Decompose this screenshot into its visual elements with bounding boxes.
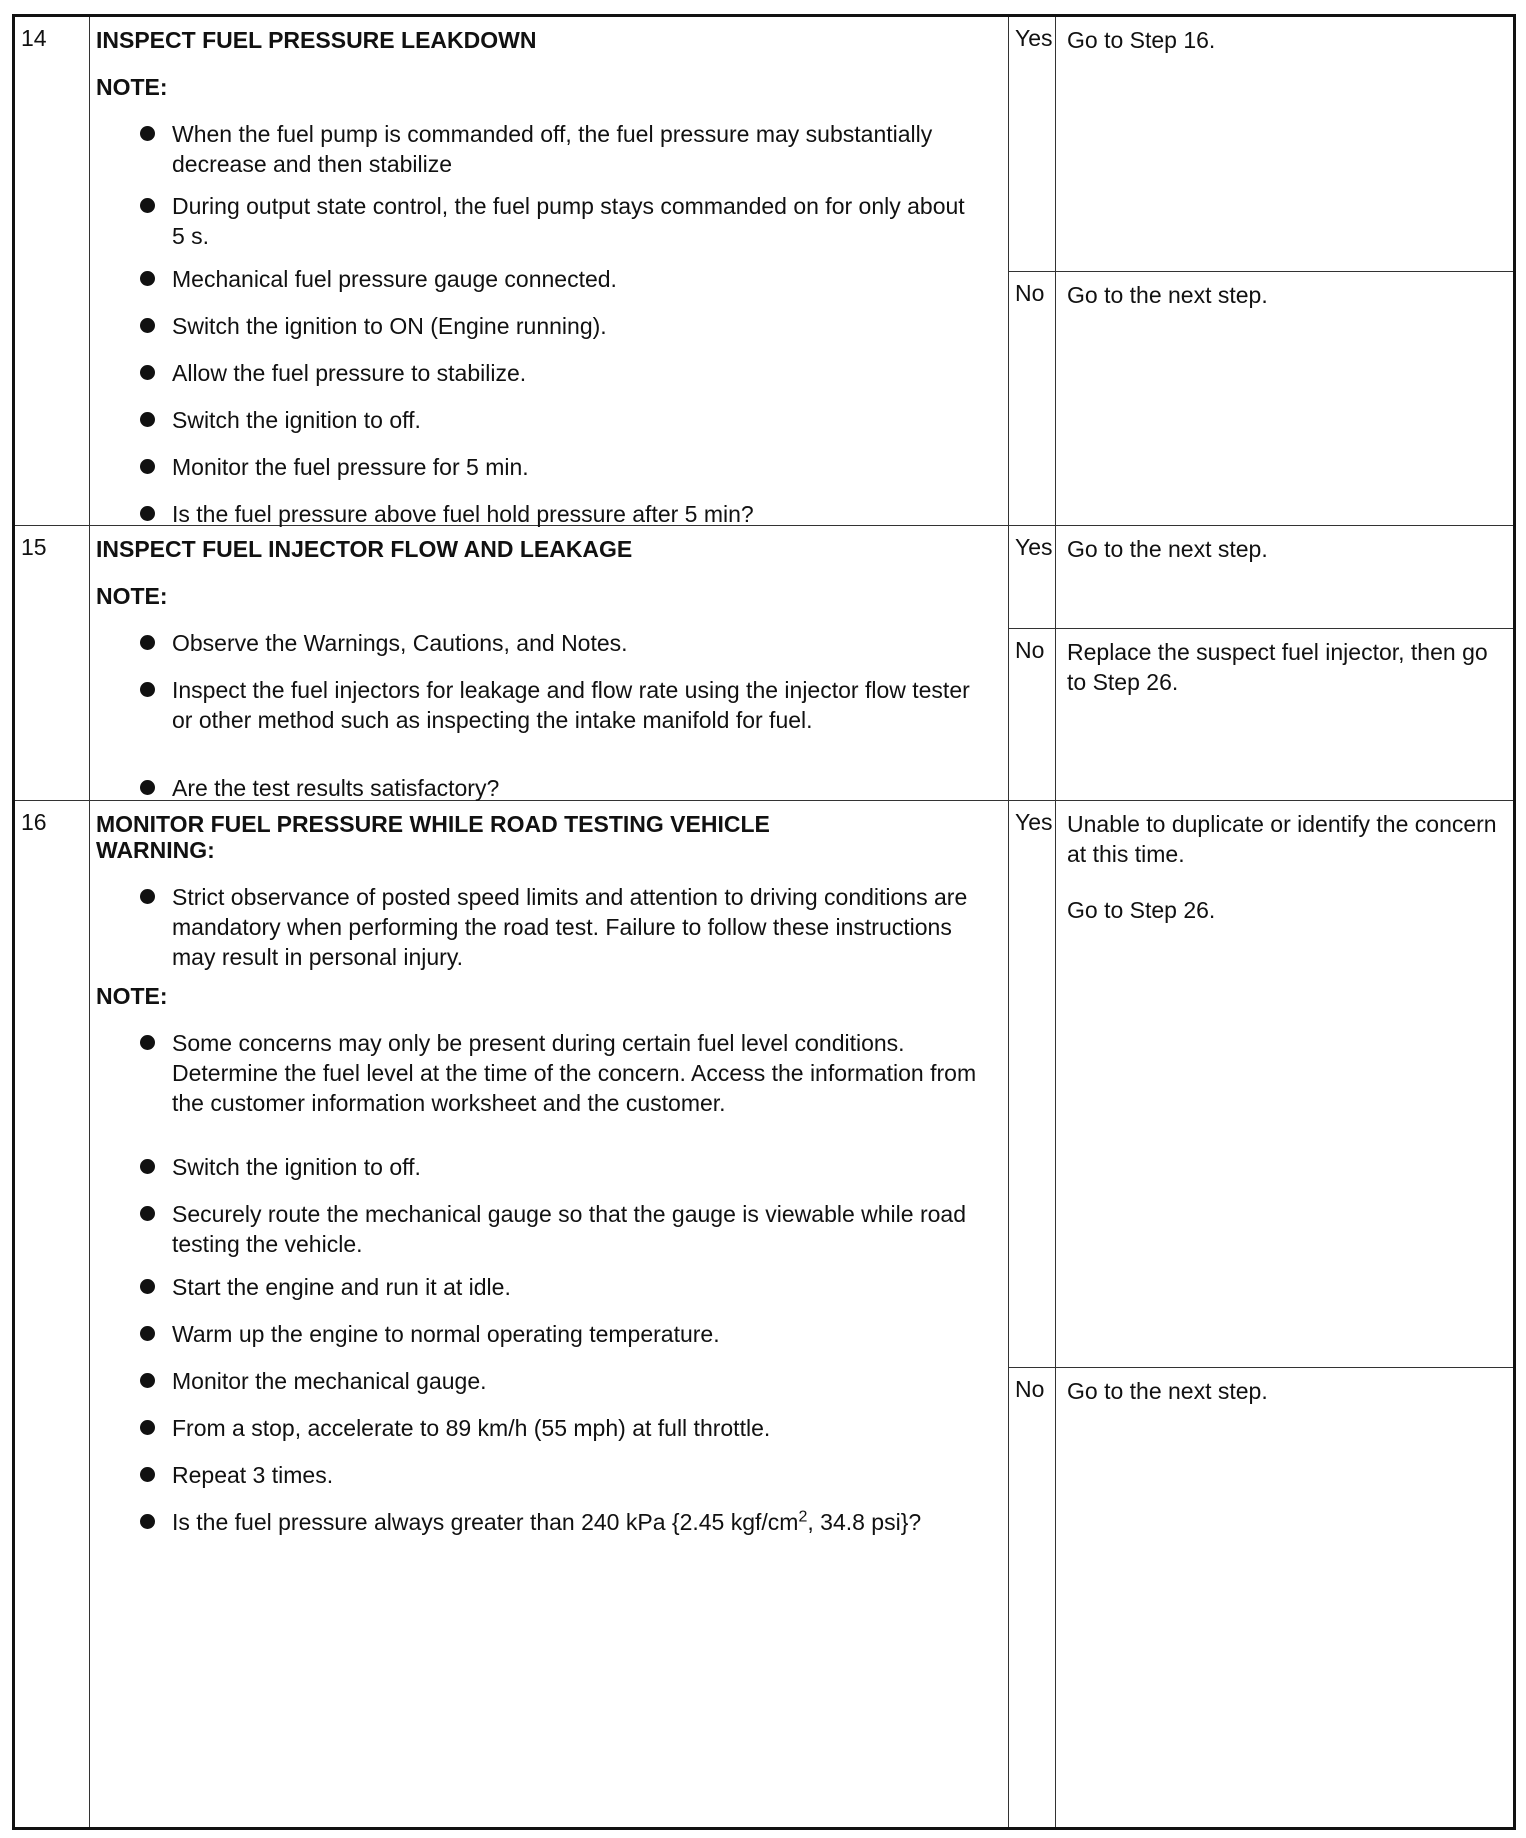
no-answer bbox=[1009, 271, 1513, 525]
step-title: INSPECT FUEL PRESSURE LEAKDOWN bbox=[96, 27, 537, 53]
list-item: From a stop, accelerate to 89 km/h (55 mph) at full throttle. bbox=[172, 1413, 978, 1443]
no-answer bbox=[1009, 628, 1513, 800]
list-item: Mechanical fuel pressure gauge connected. bbox=[172, 264, 978, 294]
note-label: NOTE: bbox=[96, 983, 168, 1009]
list-item: Monitor the mechanical gauge. bbox=[172, 1366, 978, 1396]
step-number: 16 bbox=[21, 809, 47, 835]
list-item: Switch the ignition to off. bbox=[172, 405, 978, 435]
yes-label: Yes bbox=[1015, 534, 1053, 560]
warning-label: WARNING: bbox=[96, 837, 215, 863]
step-body bbox=[90, 17, 1008, 525]
list-item: Switch the ignition to ON (Engine running). bbox=[172, 311, 978, 341]
list-item: Are the test results satisfactory? bbox=[172, 773, 978, 803]
yes-action-line: Go to Step 26. bbox=[1067, 897, 1216, 923]
no-label: No bbox=[1015, 637, 1045, 663]
no-answer bbox=[1009, 1367, 1513, 1827]
list-item: Strict observance of posted speed limits and attention to driving conditions are mandatory when performing the road test. Failure to follow these instructions may result in personal injury. bbox=[172, 882, 978, 972]
answer-cell bbox=[1009, 526, 1513, 800]
no-action: Go to the next step. bbox=[1067, 282, 1268, 308]
yes-action bbox=[1067, 809, 1503, 951]
step-number: 14 bbox=[21, 25, 47, 51]
list-item: Start the engine and run it at idle. bbox=[172, 1272, 978, 1302]
answer-cell bbox=[1009, 17, 1513, 525]
list-item: Observe the Warnings, Cautions, and Notes. bbox=[172, 628, 978, 658]
list-item: Repeat 3 times. bbox=[172, 1460, 978, 1490]
list-item: Switch the ignition to off. bbox=[172, 1152, 978, 1182]
list-item: Securely route the mechanical gauge so that the gauge is viewable while road testing the vehicle. bbox=[172, 1199, 978, 1259]
no-action: Replace the suspect fuel injector, then go to Step 26. bbox=[1067, 639, 1488, 695]
list-item: Some concerns may only be present during certain fuel level conditions. Determine the fuel level at the time of the concern. Access the information from the customer information worksheet and the customer. bbox=[172, 1028, 978, 1118]
step-title: MONITOR FUEL PRESSURE WHILE ROAD TESTING VEHICLE bbox=[96, 811, 770, 837]
diagnostic-table bbox=[12, 14, 1516, 1830]
list-item: Allow the fuel pressure to stabilize. bbox=[172, 358, 978, 388]
yes-action: Go to the next step. bbox=[1067, 536, 1268, 562]
note-label: NOTE: bbox=[96, 583, 168, 609]
step-row-14 bbox=[15, 17, 1513, 526]
list-item: During output state control, the fuel pump stays commanded on for only about 5 s. bbox=[172, 191, 978, 251]
yes-answer bbox=[1009, 801, 1513, 1367]
no-label: No bbox=[1015, 1376, 1045, 1402]
step-row-16 bbox=[15, 801, 1513, 1827]
list-item: When the fuel pump is commanded off, the fuel pressure may substantially decrease and then stabilize bbox=[172, 119, 978, 179]
step-number-cell bbox=[15, 801, 89, 1827]
step-number: 15 bbox=[21, 534, 47, 560]
list-item: Warm up the engine to normal operating temperature. bbox=[172, 1319, 978, 1349]
no-action: Go to the next step. bbox=[1067, 1378, 1268, 1404]
note-label: NOTE: bbox=[96, 74, 168, 100]
list-item: Is the fuel pressure always greater than 240 kPa {2.45 kgf/$cm^2$, 34.8 psi}? bbox=[172, 1507, 978, 1537]
yes-answer bbox=[1009, 17, 1513, 271]
step-row-15 bbox=[15, 526, 1513, 801]
step-title: INSPECT FUEL INJECTOR FLOW AND LEAKAGE bbox=[96, 536, 633, 562]
list-item: Monitor the fuel pressure for 5 min. bbox=[172, 452, 978, 482]
step-body bbox=[90, 801, 1008, 1827]
yes-action: Go to Step 16. bbox=[1067, 27, 1216, 53]
list-item: Inspect the fuel injectors for leakage and flow rate using the injector flow tester or other method such as inspecting the intake manifold for fuel. bbox=[172, 675, 978, 735]
step-number-cell bbox=[15, 526, 89, 800]
yes-label: Yes bbox=[1015, 809, 1053, 835]
answer-cell bbox=[1009, 801, 1513, 1827]
step-number-cell bbox=[15, 17, 89, 525]
no-label: No bbox=[1015, 280, 1045, 306]
yes-answer bbox=[1009, 526, 1513, 628]
step-body bbox=[90, 526, 1008, 800]
list-item: Is the fuel pressure above fuel hold pressure after 5 min? bbox=[172, 499, 978, 529]
yes-label: Yes bbox=[1015, 25, 1053, 51]
yes-action-line: Unable to duplicate or identify the concern at this time. bbox=[1067, 811, 1497, 867]
